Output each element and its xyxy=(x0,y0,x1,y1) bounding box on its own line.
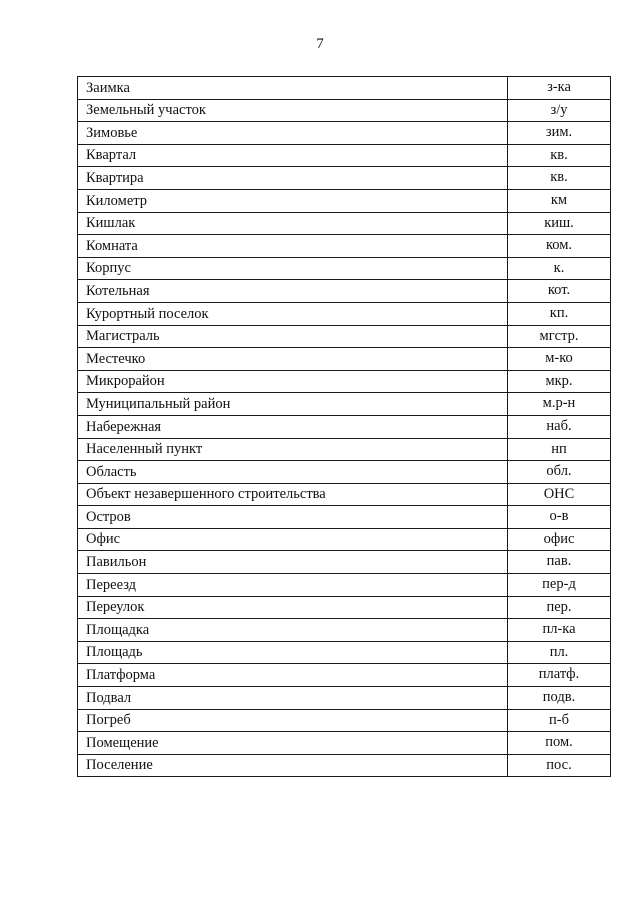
full-name-cell: Корпус xyxy=(78,257,508,280)
table-row xyxy=(78,754,611,777)
table-row xyxy=(78,415,611,438)
abbreviation-cell: ком. xyxy=(508,235,611,258)
full-name-cell: Офис xyxy=(78,528,508,551)
full-name-cell: Квартал xyxy=(78,144,508,167)
table-row xyxy=(78,709,611,732)
table-row xyxy=(78,370,611,393)
abbreviation-cell: пом. xyxy=(508,732,611,755)
abbreviation-table xyxy=(77,76,611,777)
full-name-cell: Заимка xyxy=(78,77,508,100)
abbreviation-cell: обл. xyxy=(508,461,611,484)
full-name-cell: Переезд xyxy=(78,574,508,597)
full-name-cell: Область xyxy=(78,461,508,484)
table-row xyxy=(78,77,611,100)
full-name-cell: Населенный пункт xyxy=(78,438,508,461)
full-name-cell: Поселение xyxy=(78,754,508,777)
full-name-cell: Квартира xyxy=(78,167,508,190)
full-name-cell: Котельная xyxy=(78,280,508,303)
table-row xyxy=(78,348,611,371)
full-name-cell: Муниципальный район xyxy=(78,393,508,416)
table-body xyxy=(78,77,611,777)
table-row xyxy=(78,596,611,619)
table-row xyxy=(78,280,611,303)
table-row xyxy=(78,167,611,190)
abbreviation-cell: км xyxy=(508,189,611,212)
abbreviation-cell: нп xyxy=(508,438,611,461)
table-row xyxy=(78,122,611,145)
abbreviation-cell: пер-д xyxy=(508,574,611,597)
abbreviation-cell: ОНС xyxy=(508,483,611,506)
table-row xyxy=(78,641,611,664)
full-name-cell: Остров xyxy=(78,506,508,529)
abbreviation-cell: офис xyxy=(508,528,611,551)
table-row xyxy=(78,551,611,574)
full-name-cell: Магистраль xyxy=(78,325,508,348)
table-row xyxy=(78,302,611,325)
table-row xyxy=(78,99,611,122)
abbreviation-cell: кп. xyxy=(508,302,611,325)
abbreviation-cell: пл-ка xyxy=(508,619,611,642)
full-name-cell: Павильон xyxy=(78,551,508,574)
full-name-cell: Платформа xyxy=(78,664,508,687)
table-row xyxy=(78,664,611,687)
table-row xyxy=(78,461,611,484)
abbreviation-cell: пл. xyxy=(508,641,611,664)
abbreviation-cell: мгстр. xyxy=(508,325,611,348)
abbreviation-cell: п-б xyxy=(508,709,611,732)
full-name-cell: Земельный участок xyxy=(78,99,508,122)
abbreviation-cell: платф. xyxy=(508,664,611,687)
abbreviation-cell: пер. xyxy=(508,596,611,619)
full-name-cell: Комната xyxy=(78,235,508,258)
full-name-cell: Курортный поселок xyxy=(78,302,508,325)
abbreviation-cell: наб. xyxy=(508,415,611,438)
table-row xyxy=(78,528,611,551)
abbreviation-cell: з/у xyxy=(508,99,611,122)
table-row xyxy=(78,212,611,235)
full-name-cell: Подвал xyxy=(78,687,508,710)
table-row xyxy=(78,235,611,258)
table-row xyxy=(78,393,611,416)
full-name-cell: Помещение xyxy=(78,732,508,755)
table-row xyxy=(78,687,611,710)
abbreviation-cell: киш. xyxy=(508,212,611,235)
table-row xyxy=(78,483,611,506)
table-row xyxy=(78,189,611,212)
table-row xyxy=(78,732,611,755)
abbreviation-cell: кот. xyxy=(508,280,611,303)
full-name-cell: Зимовье xyxy=(78,122,508,145)
abbreviation-cell: подв. xyxy=(508,687,611,710)
abbreviation-cell: пос. xyxy=(508,754,611,777)
full-name-cell: Кишлак xyxy=(78,212,508,235)
abbreviation-cell: пав. xyxy=(508,551,611,574)
abbreviation-cell: кв. xyxy=(508,167,611,190)
full-name-cell: Километр xyxy=(78,189,508,212)
abbreviation-cell: м-ко xyxy=(508,348,611,371)
full-name-cell: Переулок xyxy=(78,596,508,619)
full-name-cell: Площадка xyxy=(78,619,508,642)
abbreviation-cell: мкр. xyxy=(508,370,611,393)
abbreviation-cell: зим. xyxy=(508,122,611,145)
table-row xyxy=(78,257,611,280)
table-row xyxy=(78,619,611,642)
full-name-cell: Объект незавершенного строительства xyxy=(78,483,508,506)
abbreviation-cell: кв. xyxy=(508,144,611,167)
full-name-cell: Площадь xyxy=(78,641,508,664)
abbreviation-cell: о-в xyxy=(508,506,611,529)
table-row xyxy=(78,574,611,597)
full-name-cell: Местечко xyxy=(78,348,508,371)
abbreviation-cell: к. xyxy=(508,257,611,280)
abbreviation-cell: м.р-н xyxy=(508,393,611,416)
table-row xyxy=(78,506,611,529)
page-number: 7 xyxy=(316,36,324,52)
full-name-cell: Погреб xyxy=(78,709,508,732)
abbreviation-cell: з-ка xyxy=(508,77,611,100)
full-name-cell: Набережная xyxy=(78,415,508,438)
full-name-cell: Микрорайон xyxy=(78,370,508,393)
table-row xyxy=(78,325,611,348)
table-row xyxy=(78,144,611,167)
table-row xyxy=(78,438,611,461)
